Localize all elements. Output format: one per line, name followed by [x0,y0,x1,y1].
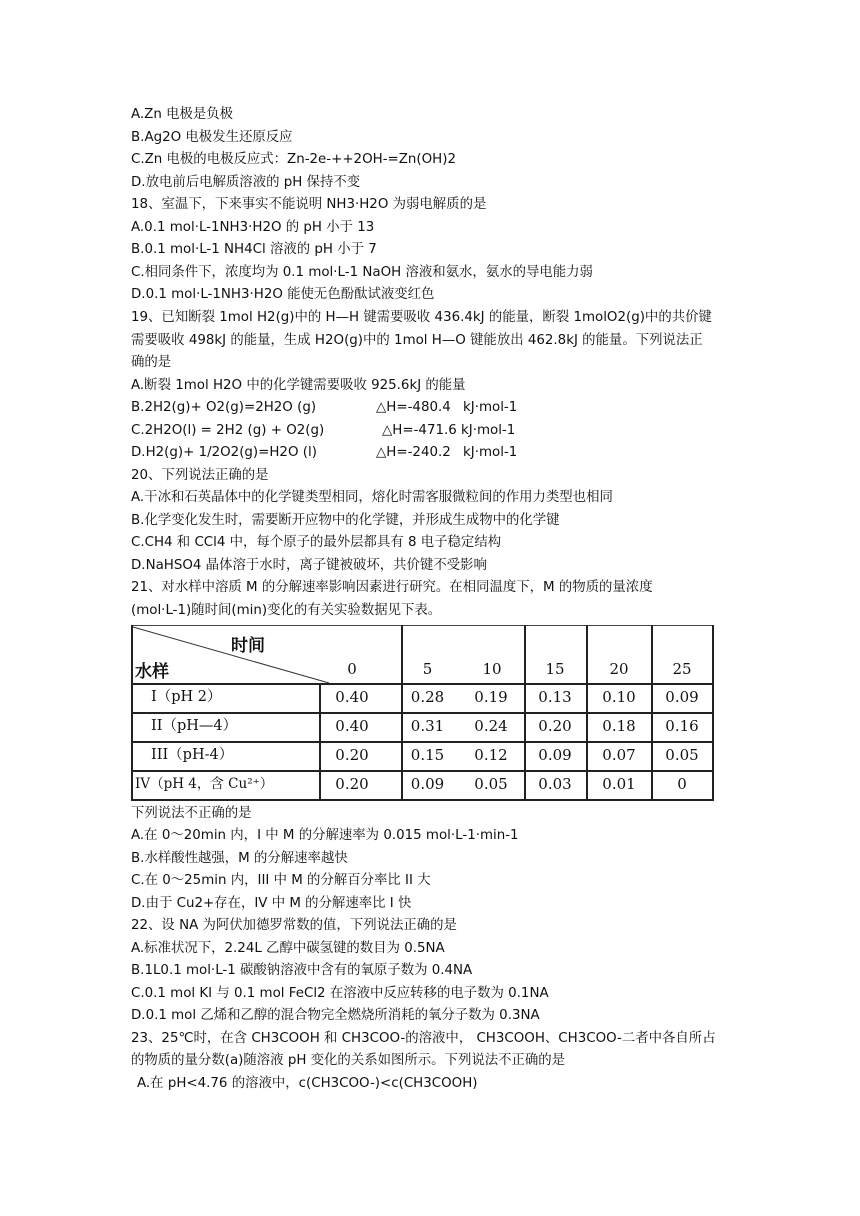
text-line: B.水样酸性越强，M 的分解速率越快 [131,851,348,866]
text-line: B.1L0.1 mol·L-1 碳酸钠溶液中含有的氧原子数为 0.4NA [131,963,473,978]
row-label: I（pH 2） [151,689,222,705]
table-cell: 0.07 [602,746,636,764]
time-header: 0 [347,660,357,678]
time-header: 15 [545,660,565,678]
question-20-stem: 20、下列说法正确的是 [131,468,269,483]
text-line: B.0.1 mol·L-1 NH4Cl 溶液的 pH 小于 7 [131,242,377,257]
text-line: A.标准状况下，2.24L 乙醇中碳氢键的数目为 0.5NA [131,941,445,956]
text-line: D.0.1 mol·L-1NH3·H2O 能使无色酚酞试液变红色 [131,287,435,302]
question-23-stem: 23、25℃时，在含 CH3COOH 和 CH3COO-的溶液中， CH3COOH、CH3COO-二者中各自所占 [131,1031,716,1046]
question-19-stem: 19、已知断裂 1mol H2(g)中的 H—H 键需要吸收 436.4kJ 的能量，断裂 1molO2(g)中的共价键 [131,310,712,325]
enthalpy-unit: kJ·mol-1 [463,400,518,415]
time-header: 25 [672,660,692,678]
question-22-stem: 22、设 NA 为阿伏加德罗常数的值，下列说法正确的是 [131,918,457,933]
text-line: 下列说法不正确的是 [131,806,252,821]
text-line: B.Ag2O 电极发生还原反应 [131,130,293,145]
table-cell: 0.19 [474,688,508,706]
data-table [131,625,714,800]
question-21-stem: 21、对水样中溶质 M 的分解速率影响因素进行研究。在相同温度下，M 的物质的量浓度 [131,580,653,595]
row-label: IV（pH 4，含 Cu²⁺） [135,776,274,792]
row-label: II（pH—4） [151,718,238,734]
table-cell: 0.10 [602,688,636,706]
table-cell: 0.20 [335,746,369,764]
text-line: D.NaHSO4 晶体溶于水时，离子键被破坏，共价键不受影响 [131,558,487,573]
text-line: D.放电前后电解质溶液的 pH 保持不变 [131,175,361,190]
table-cell: 0.12 [474,746,508,764]
table-cell: 0.13 [538,688,572,706]
header-time-label: 时间 [231,636,265,656]
text-line: C.在 0～25min 内，III 中 M 的分解百分率比 II 大 [131,873,431,888]
text-line: 的物质的量分数(a)随溶液 pH 变化的关系如图所示。下列说法不正确的是 [131,1053,566,1068]
table-cell: 0.31 [410,717,445,735]
equation-line: B.2H2(g)+ O2(g)=2H2O (g) [131,400,317,415]
enthalpy-value: △H=-471.6 kJ·mol-1 [382,423,516,438]
question-18-stem: 18、室温下，下来事实不能说明 NH3·H2O 为弱电解质的是 [131,197,487,212]
table-cell: 0.03 [538,775,572,793]
header-sample-label: 水样 [135,662,169,682]
table-cell: 0.15 [410,746,445,764]
equation-line: D.H2(g)+ 1/2O2(g)=H2O (l) [131,445,317,460]
text-line: C.0.1 mol KI 与 0.1 mol FeCl2 在溶液中反应转移的电子数为 0.1NA [131,986,549,1001]
enthalpy-value: △H=-480.4 [376,400,451,415]
text-line: C.Zn 电极的电极反应式：Zn-2e-++2OH-=Zn(OH)2 [131,152,456,167]
text-line: A.在 pH<4.76 的溶液中，c(CH3COO-)<c(CH3COOH) [137,1076,478,1091]
table-cell: 0.40 [335,688,369,706]
table-cell: 0.20 [538,717,572,735]
table-cell: 0.16 [665,717,699,735]
time-header: 10 [482,660,502,678]
table-cell: 0.40 [335,717,369,735]
text-line: D.由于 Cu2+存在，IV 中 M 的分解速率比 I 快 [131,896,412,911]
text-line: A.Zn 电极是负极 [131,107,234,122]
text-line: C.CH4 和 CCl4 中，每个原子的最外层都具有 8 电子稳定结构 [131,535,502,550]
text-line: A.0.1 mol·L-1NH3·H2O 的 pH 小于 13 [131,220,375,235]
table-cell: 0.05 [665,746,699,764]
text-line: A.在 0～20min 内，I 中 M 的分解速率为 0.015 mol·L-1·min-1 [131,828,519,843]
text-line: (mol·L-1)随时间(min)变化的有关实验数据见下表。 [131,603,442,618]
table-cell: 0 [677,775,687,793]
table-cell: 0.20 [335,775,369,793]
table-cell: 0.09 [665,688,699,706]
table-cell: 0.28 [410,688,445,706]
table-cell: 0.09 [538,746,572,764]
table-cell: 0.01 [602,775,636,793]
text-line: 确的是 [131,355,172,370]
time-header: 20 [609,660,629,678]
text-line: 需要吸收 498kJ 的能量，生成 H2O(g)中的 1mol H—O 键能放出 462.8kJ 的能量。下列说法正 [131,333,703,348]
table-cell: 0.05 [474,775,508,793]
enthalpy-unit: kJ·mol-1 [463,445,518,460]
table-cell: 0.24 [474,717,508,735]
table-cell: 0.18 [602,717,636,735]
equation-line: C.2H2O(l) = 2H2 (g) + O2(g) [131,423,325,438]
enthalpy-value: △H=-240.2 [376,445,451,460]
text-line: D.0.1 mol 乙烯和乙醇的混合物完全燃烧所消耗的氧分子数为 0.3NA [131,1008,540,1023]
text-line: C.相同条件下，浓度均为 0.1 mol·L-1 NaOH 溶液和氨水，氨水的导电能力弱 [131,265,593,280]
row-label: III（pH-4） [151,747,234,763]
text-line: A.干冰和石英晶体中的化学键类型相同，熔化时需客服微粒间的作用力类型也相同 [131,490,613,505]
table-cell: 0.09 [410,775,445,793]
text-line: B.化学变化发生时，需要断开应物中的化学键，并形成生成物中的化学键 [131,513,560,528]
time-header: 5 [422,660,433,678]
text-line: A.断裂 1mol H2O 中的化学键需要吸收 925.6kJ 的能量 [131,378,466,393]
